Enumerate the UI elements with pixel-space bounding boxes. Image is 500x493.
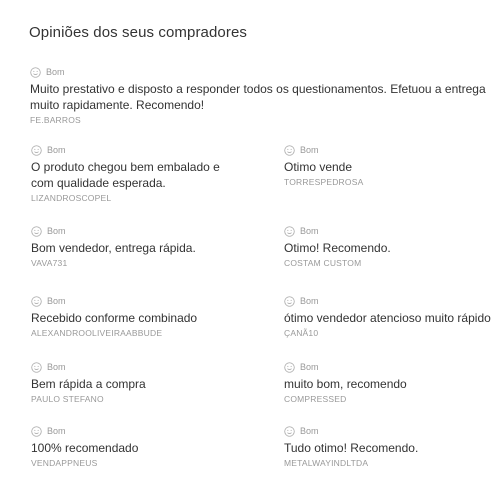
review-item [31,144,261,204]
rating [31,361,261,373]
rating [284,295,499,307]
review-author: TORRESPEDROSA [284,177,364,187]
rating-label: Bom [300,425,319,436]
smiley-face-icon [284,296,295,307]
rating [284,425,499,437]
smiley-face-icon [284,145,295,156]
review-author: VAVA731 [31,258,68,268]
review-item [31,361,261,405]
rating [284,225,499,237]
rating-label: Bom [47,225,66,236]
smiley-face-icon [284,362,295,373]
review-comment: Muito prestativo e disposto a responder todos os questionamentos. Efetuou a entrega muito rapidamente. Recomendo! [30,82,486,112]
smiley-face-icon [284,226,295,237]
review-item [284,225,499,269]
smiley-face-icon [31,296,42,307]
review-comment: muito bom, recomendo [284,377,407,391]
rating-label: Bom [300,361,319,372]
review-item [30,66,495,126]
review-comment: Otimo vende [284,160,353,174]
review-comment: ótimo vendedor atencioso muito rápido [284,311,491,325]
review-item [31,295,261,339]
rating-label: Bom [47,425,66,436]
review-comment: 100% recomendado [31,441,139,455]
review-comment: Otimo! Recomendo. [284,241,391,255]
review-author: VENDAPPNEUS [31,458,98,468]
smiley-face-icon [30,67,41,78]
review-author: METALWAYINDLTDA [284,458,369,468]
rating-label: Bom [300,225,319,236]
rating-label: Bom [47,361,66,372]
review-author: ÇANÃ10 [284,328,319,338]
review-item [284,295,499,339]
review-comment: Recebido conforme combinado [31,311,198,325]
rating-label: Bom [47,144,66,155]
rating [30,66,495,78]
review-comment: O produto chegou bem embalado e com qualidade esperada. [31,160,220,190]
rating [31,425,261,437]
review-item [31,425,261,469]
rating-label: Bom [300,144,319,155]
review-comment: Tudo otimo! Recomendo. [284,441,419,455]
review-item [284,144,499,188]
review-item [31,225,261,269]
rating-label: Bom [46,66,65,77]
smiley-face-icon [31,145,42,156]
review-author: LIZANDROSCOPEL [31,193,112,203]
rating [284,144,499,156]
rating [284,361,499,373]
section-title: Opiniões dos seus compradores [29,24,248,41]
review-author: ALEXANDROOLIVEIRAABBUDE [31,328,163,338]
rating-label: Bom [300,295,319,306]
review-author: FE.BARROS [30,115,81,125]
rating [31,295,261,307]
smiley-face-icon [31,362,42,373]
review-author: COSTAM CUSTOM [284,258,362,268]
rating-label: Bom [47,295,66,306]
review-comment: Bem rápida a compra [31,377,146,391]
review-item [284,361,499,405]
rating [31,225,261,237]
review-item [284,425,499,469]
review-author: PAULO STEFANO [31,394,104,404]
review-author: COMPRESSED [284,394,347,404]
smiley-face-icon [31,426,42,437]
rating [31,144,261,156]
smiley-face-icon [31,226,42,237]
review-comment: Bom vendedor, entrega rápida. [31,241,196,255]
smiley-face-icon [284,426,295,437]
